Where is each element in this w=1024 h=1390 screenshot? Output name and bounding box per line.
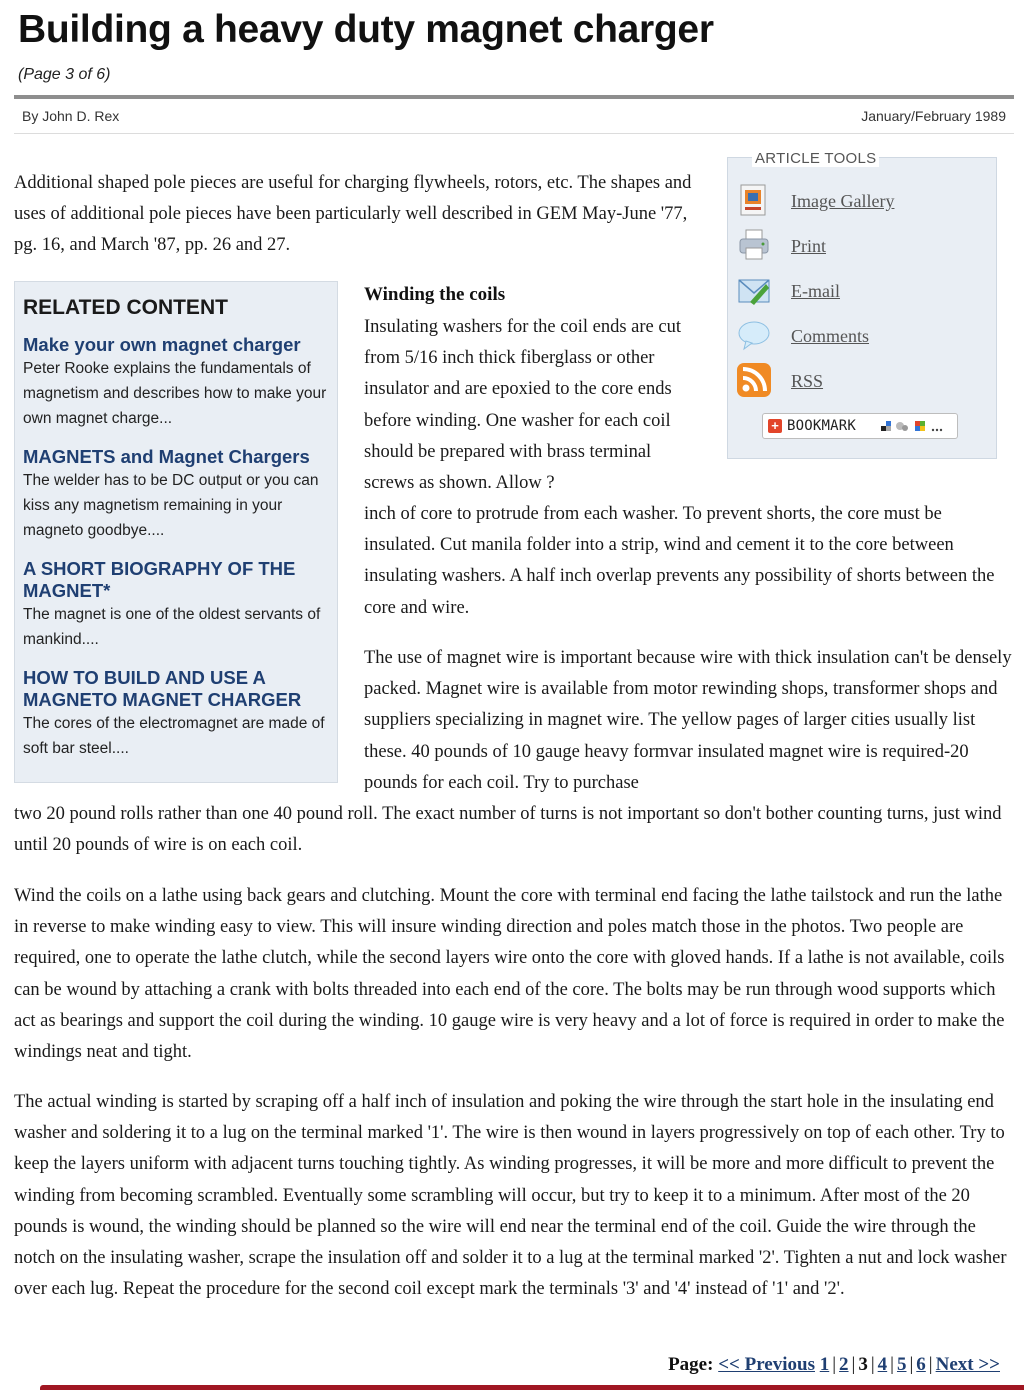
body-paragraph: The use of magnet wire is important because wire with thick insulation can't be densely packed. Magnet wire is available from motor rewinding shops, transformer shops and suppliers specializing in magnet wire. The yellow pages of larger cities usually list these. 40 pounds of 10 gauge heavy formvar insulated magnet wire is required-20 pounds for each coil. Try to purchase	[364, 648, 1012, 793]
related-item-description: Peter Rooke explains the fundamentals of magnetism and describes how to make your own magnet charge...	[23, 360, 327, 427]
article-tools-title: ARTICLE TOOLS	[752, 150, 879, 167]
tool-comments-link[interactable]: Comments	[791, 326, 870, 346]
related-item	[23, 667, 329, 761]
header-divider	[14, 95, 1014, 99]
bottom-accent-bar	[40, 1385, 1024, 1390]
pagination-separator: |	[928, 1354, 933, 1375]
article-tools-panel	[727, 150, 997, 459]
tool-print[interactable]	[736, 227, 976, 265]
comments-icon	[736, 317, 772, 353]
article-title: Building a heavy duty magnet charger	[18, 8, 714, 51]
intro-paragraph: Additional shaped pole pieces are useful for charging flywheels, rotors, etc. The shapes and uses of additional pole pieces have been particularly well described in GEM May-June '77, pg. 16, and March '87, pp. 26 and 27.	[14, 173, 692, 256]
tool-rss-link[interactable]: RSS	[791, 371, 824, 391]
bookmark-services-icon	[879, 418, 951, 439]
body-paragraph: inch of core to protrude from each washer. To prevent shorts, the core must be insulated. Cut manila folder into a strip, wind and cement it to the core between insulating washers. A half inch overlap prevents any possibility of shorts between the core and wire.	[364, 504, 995, 618]
related-item-description: The cores of the electromagnet are made of soft bar steel....	[23, 715, 325, 757]
pagination-separator: |	[890, 1354, 894, 1375]
page-link-1[interactable]: 1	[819, 1354, 830, 1375]
print-icon	[736, 227, 772, 263]
bookmark-plus-icon: +	[768, 419, 782, 433]
next-page-link[interactable]: Next >>	[935, 1354, 1000, 1375]
pagination	[668, 1354, 1000, 1376]
related-item	[23, 446, 329, 543]
related-content-panel	[14, 281, 338, 783]
tool-comments[interactable]	[736, 317, 976, 355]
tool-email-link[interactable]: E-mail	[791, 281, 840, 301]
previous-page-link[interactable]: << Previous	[718, 1354, 815, 1375]
tool-rss[interactable]	[736, 362, 976, 400]
pagination-label: Page:	[668, 1354, 714, 1375]
page-link-6[interactable]: 6	[916, 1354, 926, 1375]
body-paragraph: Insulating washers for the coil ends are cut from 5/16 inch thick fiberglass or other insulator and are epoxied to the core ends before winding. One washer for each coil should be prepared with brass terminal screws as shown. Allow ?	[364, 317, 681, 494]
page-indicator: (Page 3 of 6)	[18, 66, 111, 83]
pagination-separator: |	[832, 1354, 837, 1375]
related-item-link[interactable]: MAGNETS and Magnet Chargers	[23, 446, 310, 467]
tool-email[interactable]	[736, 272, 976, 310]
email-icon	[736, 272, 772, 308]
body-paragraph: Wind the coils on a lathe using back gears and clutching. Mount the core with terminal end facing the lathe tailstock and run the lathe in reverse to make winding easy to view. This will insure winding direction and poles match those in the photos. Two people are required, one to operate the lathe clutch, while the second layers wire onto the core with gloved hands. If a lathe is not available, coils can be wound by attaching a crank with bolts threaded into each end of the core. The bolts may be run through wood supports which act as bearings and support the coil during the winding. 10 gauge wire is very heavy and a lot of force is required in order to make the windings neat and tight.	[14, 886, 1005, 1063]
body-paragraph: two 20 pound rolls rather than one 40 pound roll. The exact number of turns is not important so don't bother counting turns, just wind until 20 pounds of wire is on each coil.	[14, 804, 1002, 856]
related-item	[23, 334, 329, 431]
related-item-description: The magnet is one of the oldest servants of mankind....	[23, 606, 321, 648]
related-item-link[interactable]: A SHORT BIOGRAPHY OF THE MAGNET*	[23, 558, 296, 601]
rss-icon	[736, 362, 772, 398]
related-content-title: RELATED CONTENT	[23, 296, 228, 319]
bookmark-label: BOOKMARK	[787, 418, 857, 434]
pagination-separator: |	[870, 1354, 875, 1375]
byline: By John D. Rex	[22, 108, 120, 124]
body-paragraph: The actual winding is started by scraping off a half inch of insulation and poking the wire through the start hole in the insulating end washer and soldering it to a lug on the terminal marked '1'. The wire is then wound in layers progressively on top of each other. Try to keep the layers uniform with adjacent turns touching tightly. As winding progresses, it will be more and more difficult to prevent the winding from becoming scrambled. Eventually some scrambling will occur, but try to keep it to a minimum. After most of the 20 pounds is wound, the winding should be planned so the wire will end near the terminal end of the coil. Guide the wire through the notch on the insulating washer, scrape the insulation off and solder it to a lug at the terminal marked '2'. Tighten a nut and lock washer over each lug. Repeat the procedure for the second coil except mark the terminals '3' and '4' instead of '1' and '2'.	[14, 1092, 1007, 1300]
byline-divider	[14, 133, 1014, 134]
page-link-5[interactable]: 5	[896, 1354, 907, 1375]
bookmark-button[interactable]	[762, 413, 958, 439]
pagination-separator: |	[851, 1354, 856, 1375]
page-link-4[interactable]: 4	[877, 1354, 888, 1375]
tool-image-gallery[interactable]	[736, 182, 976, 220]
image-gallery-icon	[736, 182, 772, 218]
pagination-separator: |	[909, 1354, 914, 1375]
related-item-link[interactable]: Make your own magnet charger	[23, 334, 301, 355]
current-page: 3	[858, 1354, 868, 1375]
issue-date: January/February 1989	[861, 108, 1006, 124]
page-link-2[interactable]: 2	[839, 1354, 849, 1375]
tool-image-gallery-link[interactable]: Image Gallery	[791, 191, 895, 211]
related-item-link[interactable]: HOW TO BUILD AND USE A MAGNETO MAGNET CHARGER	[23, 667, 302, 710]
tool-print-link[interactable]: Print	[791, 236, 827, 256]
related-item	[23, 558, 329, 652]
related-item-description: The welder has to be DC output or you can kiss any magnetism remaining in your magneto goodbye....	[23, 472, 319, 539]
section-subheading: Winding the coils	[364, 284, 506, 305]
